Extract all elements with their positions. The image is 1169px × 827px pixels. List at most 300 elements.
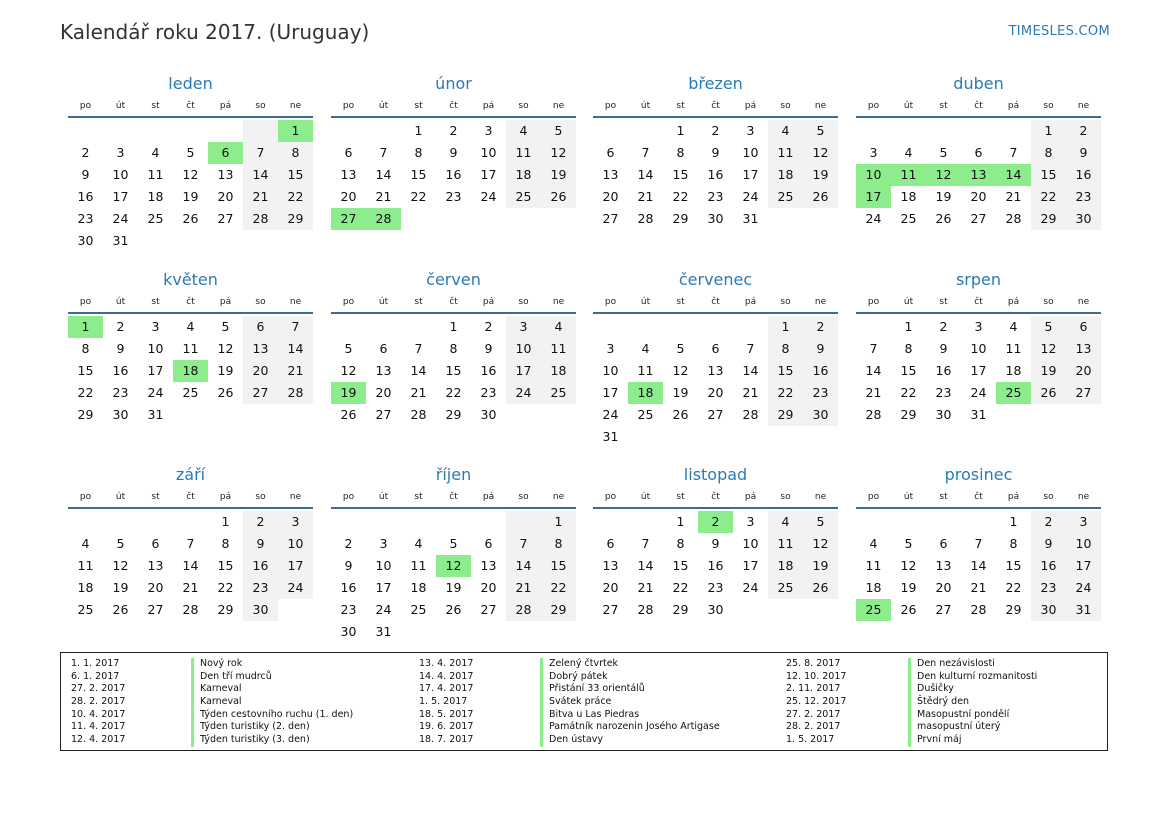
legend-holiday-name: Dobrý pátek [549, 670, 608, 682]
day-cell: 12 [900, 558, 917, 573]
day-cell: 28 [410, 407, 427, 422]
day-cell: 12 [926, 164, 961, 186]
day-cell: 27 [707, 407, 724, 422]
legend-holiday-name: Bitva u Las Piedras [549, 708, 640, 720]
weekday-label: po [867, 492, 880, 502]
weekday-label: ne [814, 101, 827, 111]
empty-cell [698, 426, 733, 448]
weekday-label: so [1043, 297, 1054, 307]
day-cell: 4 [1009, 319, 1018, 334]
empty-cell [278, 599, 313, 621]
day-cell: 18 [768, 555, 803, 577]
weekday-header [68, 96, 313, 118]
legend-date: 25. 8. 2017 [786, 658, 841, 669]
day-cell: 14 [970, 558, 987, 573]
day-cell: 6 [606, 536, 615, 551]
day-cell: 2 [1031, 511, 1066, 533]
day-cell: 30 [1066, 208, 1101, 230]
legend-holiday-name: Svátek práce [549, 696, 612, 708]
empty-cell [856, 120, 891, 142]
day-cell: 26 [445, 602, 462, 617]
empty-cell [768, 208, 803, 230]
day-cell: 2 [939, 319, 948, 334]
day-cell: 1 [676, 514, 685, 529]
day-cell: 25 [768, 577, 803, 599]
legend-date: 12. 4. 2017 [71, 734, 126, 746]
day-cell: 7 [243, 142, 278, 164]
day-cell: 19 [1031, 360, 1066, 382]
day-cell: 23 [1031, 577, 1066, 599]
empty-cell [68, 511, 103, 533]
day-cell: 3 [974, 319, 983, 334]
legend-date: 12. 10. 2017 [786, 670, 847, 682]
weekday-header [593, 96, 838, 118]
legend-date: 25. 12. 2017 [786, 696, 847, 708]
day-cell: 2 [243, 511, 278, 533]
day-cell: 21 [865, 385, 882, 400]
day-cell: 21 [243, 186, 278, 208]
day-cell: 4 [641, 341, 650, 356]
legend-date: 14. 4. 2017 [419, 670, 474, 682]
day-cell: 30 [803, 404, 838, 426]
day-cell: 5 [116, 536, 125, 551]
day-cell: 6 [151, 536, 160, 551]
empty-cell [331, 511, 366, 533]
brand-link[interactable]: TIMESLES.COM [1008, 24, 1110, 39]
day-cell: 27 [480, 602, 497, 617]
day-cell: 10 [112, 167, 129, 182]
day-cell: 1 [768, 316, 803, 338]
legend-date: 28. 2. 2017 [71, 696, 126, 708]
empty-cell [401, 621, 436, 643]
weekday-label: so [780, 101, 791, 111]
day-cell: 29 [672, 602, 689, 617]
weekday-label: po [342, 297, 355, 307]
legend-dates-col-2 [419, 658, 473, 747]
weekday-label: čt [449, 297, 458, 307]
empty-cell [436, 511, 471, 533]
day-cell: 16 [445, 167, 462, 182]
day-cell: 29 [900, 407, 917, 422]
day-cell: 4 [869, 536, 878, 551]
day-cell: 9 [344, 558, 353, 573]
day-cell: 20 [217, 189, 234, 204]
day-cell: 8 [81, 341, 90, 356]
day-cell: 1 [1009, 514, 1018, 529]
day-cell: 26 [803, 186, 838, 208]
day-cell: 1 [904, 319, 913, 334]
day-cell: 1 [1031, 120, 1066, 142]
day-cell: 1 [221, 514, 230, 529]
day-cell: 19 [445, 580, 462, 595]
empty-cell [173, 120, 208, 142]
month-name: říjen [435, 465, 472, 484]
day-cell: 24 [147, 385, 164, 400]
day-cell: 15 [77, 363, 94, 378]
day-cell: 3 [1066, 511, 1101, 533]
day-cell: 15 [1005, 558, 1022, 573]
day-grid [856, 120, 1101, 230]
empty-cell [926, 120, 961, 142]
day-cell: 20 [340, 189, 357, 204]
day-cell: 26 [541, 186, 576, 208]
weekday-label: po [79, 297, 92, 307]
day-cell: 23 [935, 385, 952, 400]
day-cell: 11 [768, 533, 803, 555]
day-cell: 23 [340, 602, 357, 617]
empty-cell [593, 511, 628, 533]
day-cell: 22 [672, 580, 689, 595]
day-cell: 13 [935, 558, 952, 573]
day-cell: 27 [331, 208, 366, 230]
day-cell: 19 [217, 363, 234, 378]
weekday-label: čt [711, 297, 720, 307]
day-cell: 9 [449, 145, 458, 160]
day-cell: 11 [891, 164, 926, 186]
day-cell: 24 [278, 577, 313, 599]
day-cell: 21 [970, 580, 987, 595]
day-cell: 4 [768, 511, 803, 533]
weekday-label: ne [552, 297, 565, 307]
day-cell: 16 [935, 363, 952, 378]
empty-cell [173, 404, 208, 426]
legend-holiday-name: Den kulturní rozmanitosti [917, 670, 1038, 682]
day-cell: 31 [1066, 599, 1101, 621]
legend-holiday-name: Zelený čtvrtek [549, 658, 619, 669]
day-cell: 24 [742, 189, 759, 204]
day-grid [593, 316, 838, 448]
day-cell: 16 [707, 167, 724, 182]
day-cell: 15 [278, 164, 313, 186]
day-cell: 3 [278, 511, 313, 533]
month-2 [593, 72, 838, 230]
day-cell: 8 [414, 145, 423, 160]
day-cell: 25 [856, 599, 891, 621]
day-cell: 19 [900, 580, 917, 595]
day-cell: 21 [742, 385, 759, 400]
day-cell: 30 [340, 624, 357, 639]
legend-date: 1. 5. 2017 [786, 734, 835, 746]
day-cell: 2 [698, 511, 733, 533]
empty-cell [961, 120, 996, 142]
day-cell: 17 [147, 363, 164, 378]
empty-cell [506, 404, 541, 426]
empty-cell [243, 404, 278, 426]
weekday-label: út [903, 492, 914, 502]
weekday-label: čt [186, 492, 195, 502]
day-cell: 24 [506, 382, 541, 404]
day-cell: 5 [221, 319, 230, 334]
day-cell: 20 [935, 580, 952, 595]
day-cell: 6 [939, 536, 948, 551]
day-cell: 29 [445, 407, 462, 422]
day-cell: 9 [116, 341, 125, 356]
day-cell: 12 [217, 341, 234, 356]
day-cell: 26 [182, 211, 199, 226]
day-cell: 17 [506, 360, 541, 382]
month-name: leden [168, 74, 213, 93]
day-cell: 4 [151, 145, 160, 160]
day-cell: 31 [602, 429, 619, 444]
day-cell: 12 [112, 558, 129, 573]
empty-cell [103, 511, 138, 533]
day-cell: 5 [904, 536, 913, 551]
weekday-label: ne [552, 492, 565, 502]
day-cell: 31 [742, 211, 759, 226]
day-cell: 22 [768, 382, 803, 404]
day-cell: 2 [803, 316, 838, 338]
day-cell: 23 [243, 577, 278, 599]
day-cell: 20 [602, 580, 619, 595]
day-cell: 24 [112, 211, 129, 226]
day-cell: 9 [803, 338, 838, 360]
day-cell: 7 [641, 536, 650, 551]
weekday-label: čt [186, 101, 195, 111]
day-cell: 30 [112, 407, 129, 422]
day-cell: 20 [1066, 360, 1101, 382]
empty-cell [803, 208, 838, 230]
day-cell: 17 [742, 167, 759, 182]
day-cell: 28 [637, 602, 654, 617]
month-name: listopad [683, 465, 748, 484]
weekday-label: pá [219, 297, 232, 307]
weekday-label: út [378, 101, 389, 111]
weekday-label: pá [744, 492, 757, 502]
day-cell: 23 [803, 382, 838, 404]
month-10 [593, 463, 838, 621]
day-cell: 22 [445, 385, 462, 400]
weekday-label: po [604, 297, 617, 307]
weekday-label: ne [289, 492, 302, 502]
weekday-label: čt [449, 492, 458, 502]
empty-cell [996, 120, 1031, 142]
day-cell: 15 [900, 363, 917, 378]
empty-cell [173, 230, 208, 252]
empty-cell [593, 316, 628, 338]
day-grid [593, 120, 838, 230]
day-cell: 13 [707, 363, 724, 378]
legend-holiday-name: Týden turistiky (2. den) [200, 721, 310, 733]
day-cell: 30 [1031, 599, 1066, 621]
day-cell: 7 [746, 341, 755, 356]
month-4 [68, 268, 313, 426]
weekday-label: st [151, 297, 160, 307]
legend-holiday-name: Přistání 33 orientálů [549, 683, 645, 695]
empty-cell [331, 120, 366, 142]
day-cell: 25 [77, 602, 94, 617]
day-cell: 5 [939, 145, 948, 160]
day-cell: 20 [147, 580, 164, 595]
day-grid [68, 511, 313, 621]
day-cell: 2 [81, 145, 90, 160]
day-cell: 29 [672, 211, 689, 226]
day-cell: 11 [865, 558, 882, 573]
day-cell: 1 [449, 319, 458, 334]
day-cell: 26 [340, 407, 357, 422]
empty-cell [208, 230, 243, 252]
day-cell: 10 [742, 536, 759, 551]
weekday-label: čt [186, 297, 195, 307]
weekday-label: út [378, 492, 389, 502]
day-cell: 8 [768, 338, 803, 360]
day-cell: 22 [672, 189, 689, 204]
weekday-label: so [518, 492, 529, 502]
weekday-label: so [518, 297, 529, 307]
day-cell: 25 [637, 407, 654, 422]
day-cell: 30 [707, 602, 724, 617]
day-cell: 1 [541, 511, 576, 533]
day-cell: 21 [410, 385, 427, 400]
empty-cell [243, 120, 278, 142]
day-cell: 28 [506, 599, 541, 621]
empty-cell [103, 120, 138, 142]
day-cell: 13 [340, 167, 357, 182]
day-cell: 29 [77, 407, 94, 422]
weekday-header [856, 96, 1101, 118]
day-cell: 6 [379, 341, 388, 356]
day-cell: 6 [484, 536, 493, 551]
day-cell: 25 [147, 211, 164, 226]
day-cell: 31 [112, 233, 129, 248]
day-cell: 15 [672, 558, 689, 573]
day-cell: 6 [974, 145, 983, 160]
weekday-label: út [378, 297, 389, 307]
empty-cell [663, 316, 698, 338]
empty-cell [628, 426, 663, 448]
empty-cell [366, 316, 401, 338]
day-cell: 14 [742, 363, 759, 378]
legend-holiday-name: Památník narozenin Josého Artigase [549, 721, 720, 733]
day-cell: 28 [278, 382, 313, 404]
weekday-label: po [867, 297, 880, 307]
day-cell: 4 [904, 145, 913, 160]
day-cell: 22 [77, 385, 94, 400]
day-cell: 24 [1066, 577, 1101, 599]
day-cell: 23 [445, 189, 462, 204]
day-cell: 8 [278, 142, 313, 164]
day-cell: 24 [602, 407, 619, 422]
day-cell: 11 [182, 341, 199, 356]
day-cell: 27 [375, 407, 392, 422]
day-cell: 28 [970, 602, 987, 617]
day-cell: 13 [961, 164, 996, 186]
day-cell: 3 [746, 514, 755, 529]
legend-date: 28. 2. 2017 [786, 721, 841, 733]
day-cell: 5 [541, 120, 576, 142]
day-cell: 11 [768, 142, 803, 164]
empty-cell [768, 426, 803, 448]
day-cell: 7 [186, 536, 195, 551]
day-cell: 29 [217, 602, 234, 617]
month-11 [856, 463, 1101, 621]
empty-cell [506, 511, 541, 533]
day-cell: 13 [602, 558, 619, 573]
day-cell: 3 [116, 145, 125, 160]
month-5 [331, 268, 576, 426]
weekday-label: po [867, 101, 880, 111]
day-cell: 8 [676, 145, 685, 160]
day-cell: 8 [221, 536, 230, 551]
day-cell: 18 [768, 164, 803, 186]
day-cell: 24 [480, 189, 497, 204]
day-cell: 2 [484, 319, 493, 334]
month-1 [331, 72, 576, 230]
month-name: červenec [678, 270, 753, 289]
weekday-label: út [640, 492, 651, 502]
empty-cell [173, 511, 208, 533]
day-cell: 13 [480, 558, 497, 573]
weekday-label: po [604, 101, 617, 111]
legend-date: 18. 5. 2017 [419, 708, 474, 720]
legend-date: 10. 4. 2017 [71, 708, 126, 720]
weekday-label: út [640, 101, 651, 111]
empty-cell [366, 120, 401, 142]
weekday-header [68, 292, 313, 314]
weekday-label: po [79, 101, 92, 111]
day-cell: 5 [186, 145, 195, 160]
day-cell: 27 [243, 382, 278, 404]
day-cell: 21 [637, 189, 654, 204]
month-0 [68, 72, 313, 252]
empty-cell [278, 230, 313, 252]
weekday-label: st [414, 492, 423, 502]
day-cell: 23 [707, 580, 724, 595]
day-cell: 16 [243, 555, 278, 577]
empty-cell [628, 316, 663, 338]
day-cell: 3 [606, 341, 615, 356]
day-cell: 19 [182, 189, 199, 204]
day-cell: 7 [379, 145, 388, 160]
day-cell: 15 [410, 167, 427, 182]
day-cell: 28 [742, 407, 759, 422]
empty-cell [926, 511, 961, 533]
day-cell: 7 [974, 536, 983, 551]
empty-cell [593, 120, 628, 142]
day-cell: 3 [869, 145, 878, 160]
month-name: květen [163, 270, 218, 289]
weekday-label: so [255, 492, 266, 502]
empty-cell [541, 404, 576, 426]
empty-cell [891, 511, 926, 533]
empty-cell [856, 511, 891, 533]
weekday-label: po [342, 101, 355, 111]
day-cell: 14 [506, 555, 541, 577]
day-cell: 27 [602, 211, 619, 226]
day-cell: 2 [711, 123, 720, 138]
day-cell: 26 [900, 602, 917, 617]
day-cell: 30 [935, 407, 952, 422]
day-cell: 14 [410, 363, 427, 378]
day-cell: 21 [1005, 189, 1022, 204]
day-cell: 5 [344, 341, 353, 356]
day-cell: 30 [480, 407, 497, 422]
day-cell: 18 [147, 189, 164, 204]
weekday-label: pá [219, 101, 232, 111]
legend-date: 1. 1. 2017 [71, 658, 120, 669]
day-cell: 4 [541, 316, 576, 338]
weekday-label: so [780, 492, 791, 502]
day-cell: 30 [243, 599, 278, 621]
day-grid [593, 511, 838, 621]
day-cell: 26 [1031, 382, 1066, 404]
day-cell: 21 [182, 580, 199, 595]
holiday-legend [60, 652, 1108, 751]
weekday-label: út [903, 101, 914, 111]
day-cell: 23 [77, 211, 94, 226]
day-cell: 25 [996, 382, 1031, 404]
day-cell: 18 [865, 580, 882, 595]
day-cell: 25 [410, 602, 427, 617]
